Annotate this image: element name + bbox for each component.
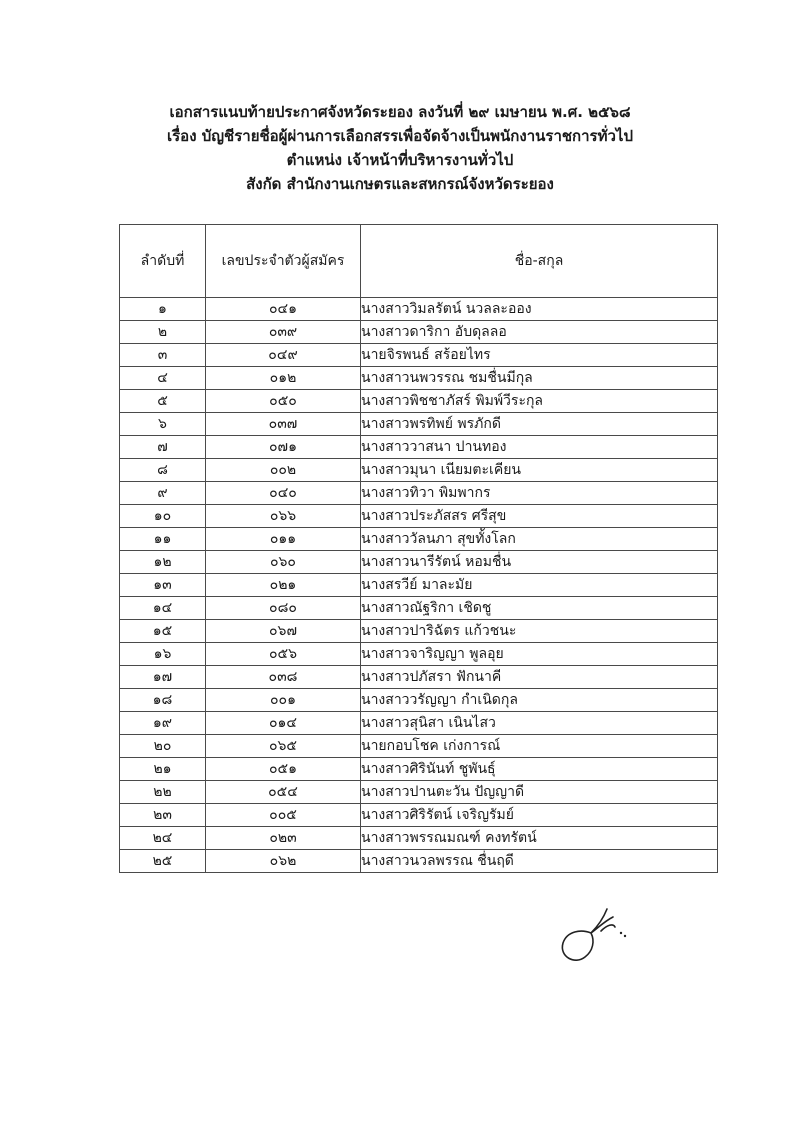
table-row	[120, 459, 718, 482]
row-order: ๑๐	[120, 505, 206, 528]
row-applicant-id: ๐๒๑	[206, 574, 361, 597]
row-applicant-id: ๐๕๐	[206, 390, 361, 413]
table-row	[120, 827, 718, 850]
row-order: ๑๙	[120, 712, 206, 735]
row-order: ๒๑	[120, 758, 206, 781]
table-row	[120, 413, 718, 436]
row-applicant-id: ๐๕๑	[206, 758, 361, 781]
table-row	[120, 597, 718, 620]
table-row	[120, 620, 718, 643]
row-full-name: นางสาววรัญญา กำเนิดกุล	[361, 689, 718, 712]
row-applicant-id: ๐๖๒	[206, 850, 361, 873]
row-full-name: นางสาววาสนา ปานทอง	[361, 436, 718, 459]
row-full-name: นางสาวปาริฉัตร แก้วชนะ	[361, 620, 718, 643]
row-order: ๑๒	[120, 551, 206, 574]
row-order: ๗	[120, 436, 206, 459]
row-applicant-id: ๐๑๑	[206, 528, 361, 551]
row-order: ๑๘	[120, 689, 206, 712]
row-applicant-id: ๐๖๗	[206, 620, 361, 643]
row-order: ๕	[120, 390, 206, 413]
row-applicant-id: ๐๒๓	[206, 827, 361, 850]
table-row	[120, 850, 718, 873]
table-row	[120, 574, 718, 597]
row-full-name: นางสาวพิชชาภัสร์ พิมพ์วีระกุล	[361, 390, 718, 413]
row-order: ๔	[120, 367, 206, 390]
row-full-name: นางสาวศิรินันท์ ชูพันธุ์	[361, 758, 718, 781]
row-order: ๑๑	[120, 528, 206, 551]
row-applicant-id: ๐๕๔	[206, 781, 361, 804]
row-applicant-id: ๐๐๑	[206, 689, 361, 712]
row-applicant-id: ๐๓๘	[206, 666, 361, 689]
row-full-name: นางสาวปภัสรา ฟักนาคี	[361, 666, 718, 689]
row-full-name: นางสาวประภัสสร ศรีสุข	[361, 505, 718, 528]
row-applicant-id: ๐๖๐	[206, 551, 361, 574]
row-full-name: นางสาวทิวา พิมพากร	[361, 482, 718, 505]
header-line-1: เอกสารแนบท้ายประกาศจังหวัดระยอง ลงวันที่ ๒๙ เมษายน พ.ศ. ๒๕๖๘	[169, 103, 631, 121]
table-row	[120, 528, 718, 551]
row-applicant-id: ๐๐๕	[206, 804, 361, 827]
row-full-name: นางสรวีย์ มาละมัย	[361, 574, 718, 597]
row-full-name: นางสาวศิริรัตน์ เจริญรัมย์	[361, 804, 718, 827]
header-full-name: ชื่อ-สกุล	[361, 225, 718, 298]
row-full-name: นางสาววัลนภา สุขทั้งโลก	[361, 528, 718, 551]
table-header-row	[120, 225, 718, 298]
row-order: ๑๗	[120, 666, 206, 689]
table-row	[120, 712, 718, 735]
candidate-table	[119, 224, 718, 873]
row-order: ๒๐	[120, 735, 206, 758]
table-row	[120, 666, 718, 689]
row-full-name: นางสาวมุนา เนียมตะเคียน	[361, 459, 718, 482]
table-row	[120, 781, 718, 804]
row-order: ๑๖	[120, 643, 206, 666]
header-order: ลำดับที่	[120, 225, 206, 298]
table-row	[120, 643, 718, 666]
header-applicant-id: เลขประจำตัวผู้สมัคร	[206, 225, 361, 298]
row-full-name: นางสาวปานตะวัน ปัญญาดี	[361, 781, 718, 804]
row-order: ๑๕	[120, 620, 206, 643]
table-row	[120, 298, 718, 321]
row-applicant-id: ๐๖๖	[206, 505, 361, 528]
row-applicant-id: ๐๔๙	[206, 344, 361, 367]
table-row	[120, 551, 718, 574]
table-row	[120, 321, 718, 344]
row-full-name: นางสาววิมลรัตน์ นวลละออง	[361, 298, 718, 321]
table-row	[120, 804, 718, 827]
table-body	[120, 298, 718, 873]
row-applicant-id: ๐๑๔	[206, 712, 361, 735]
row-full-name: นางสาวนวลพรรณ ชื่นฤดี	[361, 850, 718, 873]
row-applicant-id: ๐๑๒	[206, 367, 361, 390]
row-applicant-id: ๐๔๐	[206, 482, 361, 505]
table-row	[120, 367, 718, 390]
row-full-name: นายกอบโชค เก่งการณ์	[361, 735, 718, 758]
row-full-name: นายจิรพนธ์ สร้อยไทร	[361, 344, 718, 367]
row-order: ๙	[120, 482, 206, 505]
signature-icon	[555, 905, 635, 975]
row-applicant-id: ๐๕๖	[206, 643, 361, 666]
row-full-name: นางสาวดาริกา อับดุลลอ	[361, 321, 718, 344]
row-applicant-id: ๐๓๙	[206, 321, 361, 344]
row-order: ๒	[120, 321, 206, 344]
row-order: ๑๔	[120, 597, 206, 620]
row-order: ๘	[120, 459, 206, 482]
row-applicant-id: ๐๖๕	[206, 735, 361, 758]
row-applicant-id: ๐๗๑	[206, 436, 361, 459]
table-row	[120, 689, 718, 712]
row-full-name: นางสาวณัฐริกา เชิดชู	[361, 597, 718, 620]
header-line-3: ตำแหน่ง เจ้าหน้าที่บริหารงานทั่วไป	[286, 151, 514, 169]
row-order: ๖	[120, 413, 206, 436]
row-full-name: นางสาวสุนิสา เนินไสว	[361, 712, 718, 735]
table-row	[120, 390, 718, 413]
row-order: ๒๒	[120, 781, 206, 804]
row-full-name: นางสาวพรทิพย์ พรภักดี	[361, 413, 718, 436]
table-row	[120, 735, 718, 758]
row-full-name: นางสาวนพวรรณ ชมชื่นมีกุล	[361, 367, 718, 390]
row-order: ๓	[120, 344, 206, 367]
row-full-name: นางสาวนารีรัตน์ หอมชื่น	[361, 551, 718, 574]
row-applicant-id: ๐๔๑	[206, 298, 361, 321]
row-full-name: นางสาวพรรณมณฑ์ คงทรัตน์	[361, 827, 718, 850]
table-row	[120, 505, 718, 528]
header-line-2: เรื่อง บัญชีรายชื่อผู้ผ่านการเลือกสรรเพื่อจัดจ้างเป็นพนักงานราชการทั่วไป	[167, 127, 633, 145]
row-order: ๒๔	[120, 827, 206, 850]
table-row	[120, 344, 718, 367]
table-row	[120, 436, 718, 459]
row-applicant-id: ๐๘๐	[206, 597, 361, 620]
row-applicant-id: ๐๓๗	[206, 413, 361, 436]
table-row	[120, 482, 718, 505]
row-order: ๑๓	[120, 574, 206, 597]
row-applicant-id: ๐๐๒	[206, 459, 361, 482]
row-order: ๒๓	[120, 804, 206, 827]
row-full-name: นางสาวจาริญญา พูลอุย	[361, 643, 718, 666]
row-order: ๑	[120, 298, 206, 321]
table-row	[120, 758, 718, 781]
row-order: ๒๕	[120, 850, 206, 873]
header-line-4: สังกัด สำนักงานเกษตรและสหกรณ์จังหวัดระยอง	[246, 175, 554, 193]
document-header	[0, 100, 800, 196]
